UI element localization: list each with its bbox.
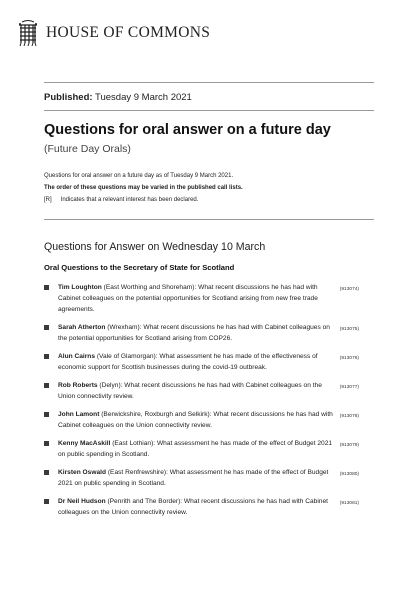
list-item [44,282,359,315]
question-list [44,282,359,525]
question-ref: (913074) [339,287,359,292]
question-text: (Vale of Glamorgan): What assessment he has made of the effectiveness of economic support for Scottish businesses during the covid-19 outbreak. [58,353,318,371]
question-text: (Delyn): What recent discussions he has had with Cabinet colleagues on the Union connectivity review. [58,382,322,400]
question-ref: (913077) [339,385,359,390]
bullet-icon [44,441,49,446]
question-ref: (913081) [339,501,359,506]
list-item [44,351,359,373]
bullet-icon [44,470,49,475]
question-ref: (913079) [339,443,359,448]
member-name: Alun Cairns [58,353,96,360]
intro-line: Questions for oral answer on a future day as of Tuesday 9 March 2021. [44,173,234,179]
published-date: Tuesday 9 March 2021 [95,92,192,103]
member-name: Dr Neil Hudson [58,498,106,505]
question-text: (East Lothian): What assessment he has made of the effect of Budget 2021 on public spending in Scotland. [58,440,333,458]
page-title: Questions for oral answer on a future day [44,122,331,138]
intro-line [44,194,374,206]
published-label: Published: [44,92,93,103]
bullet-icon [44,325,49,330]
list-item [44,438,359,460]
divider [44,110,374,111]
member-name: Kenny MacAskill [58,440,111,447]
question-text: (East Renfrewshire): What assessment he has made of the effect of Budget 2021 on public spending in Scotland. [58,469,329,487]
question-ref: (913078) [339,414,359,419]
bullet-icon [44,412,49,417]
house-name: HOUSE OF COMMONS [46,24,211,41]
page-subtitle: (Future Day Orals) [44,143,131,155]
divider [44,219,374,220]
section-title: Questions for Answer on Wednesday 10 March [44,241,266,253]
section-subtitle: Oral Questions to the Secretary of State for Scotland [44,263,235,272]
intro-text [44,170,374,206]
bullet-icon [44,499,49,504]
question-ref: (913075) [339,327,359,332]
question-ref: (913076) [339,356,359,361]
divider [44,82,374,83]
intro-line: The order of these questions may be varied in the published call lists. [44,185,243,191]
member-name: Sarah Atherton [58,324,106,331]
list-item [44,380,359,402]
question-text: (Wrexham): What recent discussions he has had with Cabinet colleagues on the potential opportunities for Scotland arising from COP26. [58,324,330,342]
member-name: John Lamont [58,411,100,418]
bullet-icon [44,383,49,388]
published-line [44,92,192,103]
interest-note: Indicates that a relevant interest has been declared. [60,197,199,203]
member-name: Rob Roberts [58,382,98,389]
interest-tag: [R] [44,197,52,203]
bullet-icon [44,354,49,359]
portcullis-icon [18,19,38,47]
question-text: (East Worthing and Shoreham): What recent discussions he has had with Cabinet colleagues on the potential opportunities for Scotland arising from new free trade agreements. [58,284,318,313]
page-header [18,16,210,50]
list-item [44,409,359,431]
list-item [44,467,359,489]
question-text: (Berwickshire, Roxburgh and Selkirk): What recent discussions he has had with Cabinet colleagues on the Union connectivity review. [58,411,333,429]
bullet-icon [44,285,49,290]
member-name: Tim Loughton [58,284,102,291]
question-text: (Penrith and The Border): What recent discussions he has had with Cabinet colleagues on the Union connectivity review. [58,498,328,516]
member-name: Kirsten Oswald [58,469,107,476]
question-ref: (913080) [339,472,359,477]
list-item [44,322,359,344]
list-item [44,496,359,518]
